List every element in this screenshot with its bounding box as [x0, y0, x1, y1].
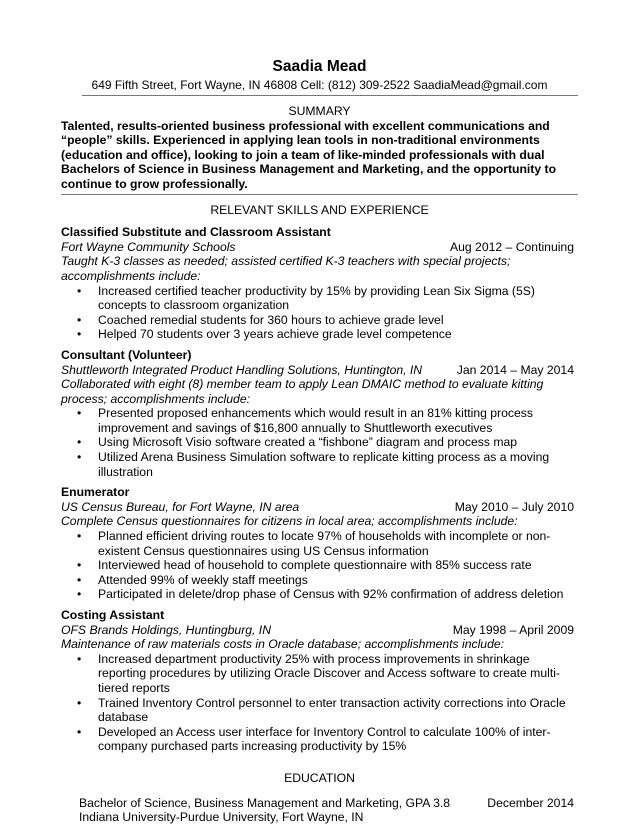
accomplishment-text: Increased certified teacher productivity by 15% by providing Lean Six Sigma (5S) concepts to classroom organization [98, 283, 535, 313]
accomplishment-text: Presented proposed enhancements which would result in an 81% kitting process improvement and savings of $16,800 annually to Shuttleworth executives [98, 406, 533, 435]
accomplishment-item [77, 695, 578, 725]
bullet-icon: • [77, 435, 82, 450]
accomplishment-item [77, 435, 578, 450]
experience-list [61, 225, 578, 754]
accomplishment-text: Helped 70 students over 3 years achieve grade level competence [98, 327, 452, 342]
accomplishment-text: Developed an Access user interface for Inventory Control to calculate 100% of inter-company purchased parts increasing productivity by 15% [98, 724, 551, 754]
bullet-icon: • [77, 312, 82, 327]
accomplishment-list [61, 529, 578, 602]
accomplishment-text: Coached remedial students for 360 hours to achieve grade level [98, 312, 444, 327]
accomplishment-text: Participated in delete/drop phase of Census with 92% confirmation of address deletion [98, 587, 564, 602]
accomplishment-item [77, 327, 578, 342]
bullet-icon: • [77, 529, 82, 544]
job-dates: Aug 2012 – Continuing [449, 239, 574, 254]
education-entry [61, 796, 578, 825]
accomplishment-text: Using Microsoft Visio software created a “fishbone” diagram and process map [98, 435, 518, 450]
job-org-row [61, 363, 578, 378]
bullet-icon: • [77, 283, 82, 298]
accomplishment-text: Planned efficient driving routes to locate 97% of households with incomplete or non-existent Census questionnaires using US Census information [98, 529, 551, 558]
job-description: Complete Census questionnaires for citizens in local area; accomplishments include: [61, 514, 518, 529]
degree: Bachelor of Science, Business Management and Marketing, GPA 3.8 [79, 795, 451, 810]
summary-divider [61, 194, 578, 195]
job-description: Taught K-3 classes as needed; assisted certified K-3 teachers with special projects; accomplishments include: [61, 254, 511, 283]
job-organization: OFS Brands Holdings, Huntingburg, IN [61, 622, 271, 637]
accomplishment-item [77, 312, 578, 328]
spacer [61, 217, 578, 225]
job-dates: Jan 2014 – May 2014 [456, 362, 574, 377]
job-dates: May 1998 – April 2009 [452, 622, 574, 637]
job-title: Consultant (Volunteer) [61, 347, 192, 362]
summary-text: Talented, results-oriented business professional with excellent communications and “people” skills. Experienced in applying lean tools in non-traditional environments (education and office), looking to join a team of like-minded professionals with dual Bachelors of Science in Business Management and Marketing, and the opportunity to continue to grow professionally. [61, 118, 557, 191]
job-org-row [61, 500, 578, 515]
bullet-icon: • [77, 572, 82, 587]
bullet-icon: • [77, 695, 82, 710]
experience-heading: RELEVANT SKILLS AND EXPERIENCE [210, 202, 429, 217]
job-organization: US Census Bureau, for Fort Wayne, IN area [61, 499, 300, 514]
job-title: Classified Substitute and Classroom Assistant [61, 225, 331, 240]
accomplishment-text: Utilized Arena Business Simulation software to replicate kitting process as a moving illustration [98, 450, 550, 479]
accomplishment-item [77, 651, 578, 696]
bullet-icon: • [77, 724, 82, 739]
accomplishment-item [77, 587, 578, 602]
job-description: Collaborated with eight (8) member team to apply Lean DMAIC method to evaluate kitting process; accomplishments include: [61, 377, 544, 406]
degree-row [79, 796, 578, 811]
bullet-icon: • [77, 327, 82, 342]
bullet-icon: • [77, 406, 82, 421]
contact-line: 649 Fifth Street, Fort Wayne, IN 46808 Cell: (812) 309-2522 SaadiaMead@gmail.com [91, 78, 548, 92]
accomplishment-item [77, 406, 578, 435]
accomplishment-item [77, 283, 578, 313]
accomplishment-item [77, 724, 578, 754]
summary-heading: SUMMARY [288, 104, 351, 118]
bullet-icon: • [77, 558, 82, 573]
job-entry [61, 485, 578, 602]
education-heading: EDUCATION [284, 770, 355, 785]
job-title: Costing Assistant [61, 608, 165, 622]
job-organization: Fort Wayne Community Schools [61, 239, 236, 254]
job-org-row [61, 240, 578, 255]
degree-date: December 2014 [487, 795, 574, 810]
accomplishment-item [77, 558, 578, 573]
accomplishment-text: Attended 99% of weekly staff meetings [98, 572, 308, 587]
candidate-name: Saadia Mead [272, 58, 367, 75]
job-organization: Shuttleworth Integrated Product Handling Solutions, Huntington, IN [61, 362, 423, 377]
header-divider [82, 95, 578, 96]
job-dates: May 2010 – July 2010 [454, 499, 574, 514]
accomplishment-list [61, 652, 578, 754]
accomplishment-list [61, 284, 578, 342]
accomplishment-list [61, 406, 578, 479]
job-entry [61, 348, 578, 479]
accomplishment-item [77, 450, 578, 479]
accomplishment-text: Trained Inventory Control personnel to enter transaction activity corrections into Oracle database [98, 695, 566, 725]
accomplishment-text: Increased department productivity 25% with process improvements in shrinkage reporting procedures by utilizing Oracle Discover and Access software to create multi-tiered reports [98, 651, 560, 695]
accomplishment-text: Interviewed head of household to complete questionnaire with 85% success rate [98, 558, 532, 573]
job-entry [61, 608, 578, 754]
accomplishment-item [77, 572, 578, 588]
bullet-icon: • [77, 587, 82, 602]
school: Indiana University-Purdue University, Fort Wayne, IN [79, 810, 364, 825]
job-org-row [61, 623, 578, 638]
accomplishment-item [77, 529, 578, 558]
job-description: Maintenance of raw materials costs in Oracle database; accomplishments include: [61, 637, 505, 652]
job-entry [61, 225, 578, 342]
bullet-icon: • [77, 651, 82, 666]
bullet-icon: • [77, 450, 82, 465]
job-title: Enumerator [61, 485, 130, 500]
